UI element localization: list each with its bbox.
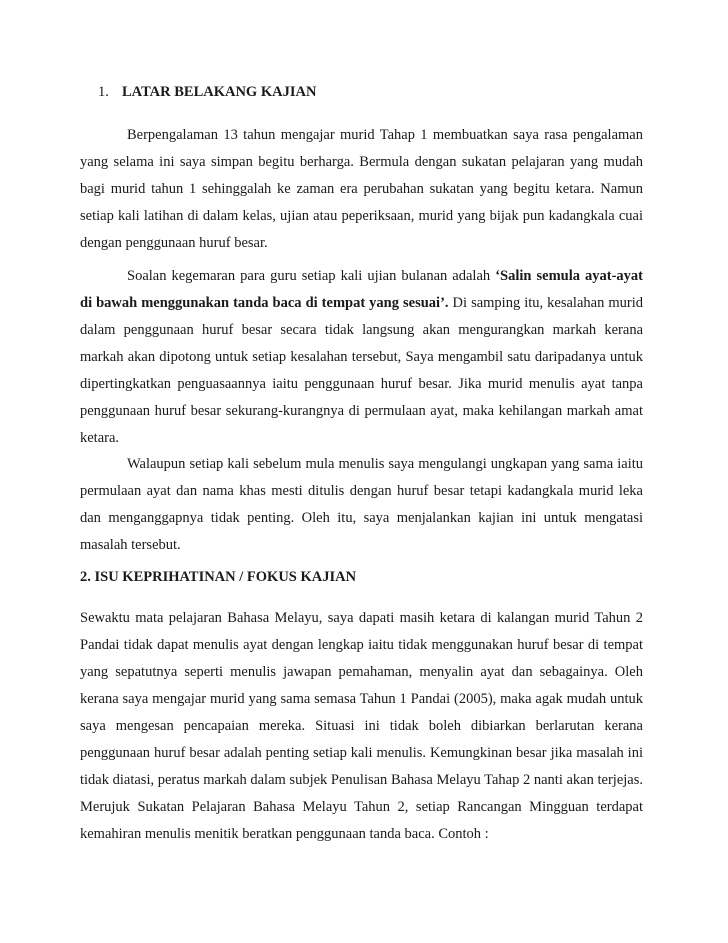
section-1-paragraph-2 xyxy=(80,263,643,452)
section-2-paragraph-1: Sewaktu mata pelajaran Bahasa Melayu, saya dapati masih ketara di kalangan murid Tahun 2 Pandai tidak dapat menulis ayat dengan lengkap iaitu tidak menggunakan huruf besar di tempat yang sepatutnya seperti menulis jawapan pemahaman, menyalin ayat dan sebagainya. Oleh kerana saya mengajar murid yang sama semasa Tahun 1 Pandai (2005), maka agak mudah untuk saya mengesan pencapaian mereka. Situasi ini tidak boleh dibiarkan berlarutan kerana penggunaan huruf besar adalah penting setiap kali menulis. Kemungkinan besar jika masalah ini tidak diatasi, peratus markah dalam subjek Penulisan Bahasa Melayu Tahap 2 nanti akan terjejas. Merujuk Sukatan Pelajaran Bahasa Melayu Tahun 2, setiap Rancangan Mingguan terdapat kemahiran menulis menitik beratkan penggunaan tanda baca. Contoh : xyxy=(80,610,643,842)
section-1-heading xyxy=(98,84,316,101)
section-2-heading: 2. ISU KEPRIHATINAN / FOKUS KAJIAN xyxy=(80,569,357,585)
section-1-number: 1. xyxy=(98,84,109,100)
paragraph-2-quoted-instruction: ‘Salin semula ayat-ayat di bawah menggunakan tanda baca di tempat yang sesuai’. xyxy=(80,268,644,311)
paragraph-2-intro: Soalan kegemaran para guru setiap kali ujian bulanan adalah xyxy=(127,268,496,284)
section-1-paragraph-1: Berpengalaman 13 tahun mengajar murid Tahap 1 membuatkan saya rasa pengalaman yang selama ini saya simpan begitu berharga. Bermula dengan sukatan pelajaran yang mudah bagi murid tahun 1 sehinggalah ke zaman era perubahan sukatan yang begitu ketara. Namun setiap kali latihan di dalam kelas, ujian atau peperiksaan, murid yang bijak pun kadangkala cuai dengan penggunaan huruf besar. xyxy=(80,127,643,251)
paragraph-2-continuation: Di samping itu, kesalahan murid dalam penggunaan huruf besar secara tidak langsung akan mengurangkan markah kerana markah akan dipotong untuk setiap kesalahan tersebut, Saya mengambil satu daripadanya untuk dipertingkatkan penguasaannya iaitu penggunaan huruf besar. Jika murid menulis ayat tanpa penggunaan huruf besar sekurang-kurangnya di permulaan ayat, maka kehilangan markah amat ketara. xyxy=(80,295,643,446)
section-1-paragraph-3: Walaupun setiap kali sebelum mula menulis saya mengulangi ungkapan yang sama iaitu permulaan ayat dan nama khas mesti ditulis dengan huruf besar tetapi kadangkala murid leka dan menganggapnya tidak penting. Oleh itu, saya menjalankan kajian ini untuk mengatasi masalah tersebut. xyxy=(80,456,643,553)
section-1-title: LATAR BELAKANG KAJIAN xyxy=(122,84,317,100)
